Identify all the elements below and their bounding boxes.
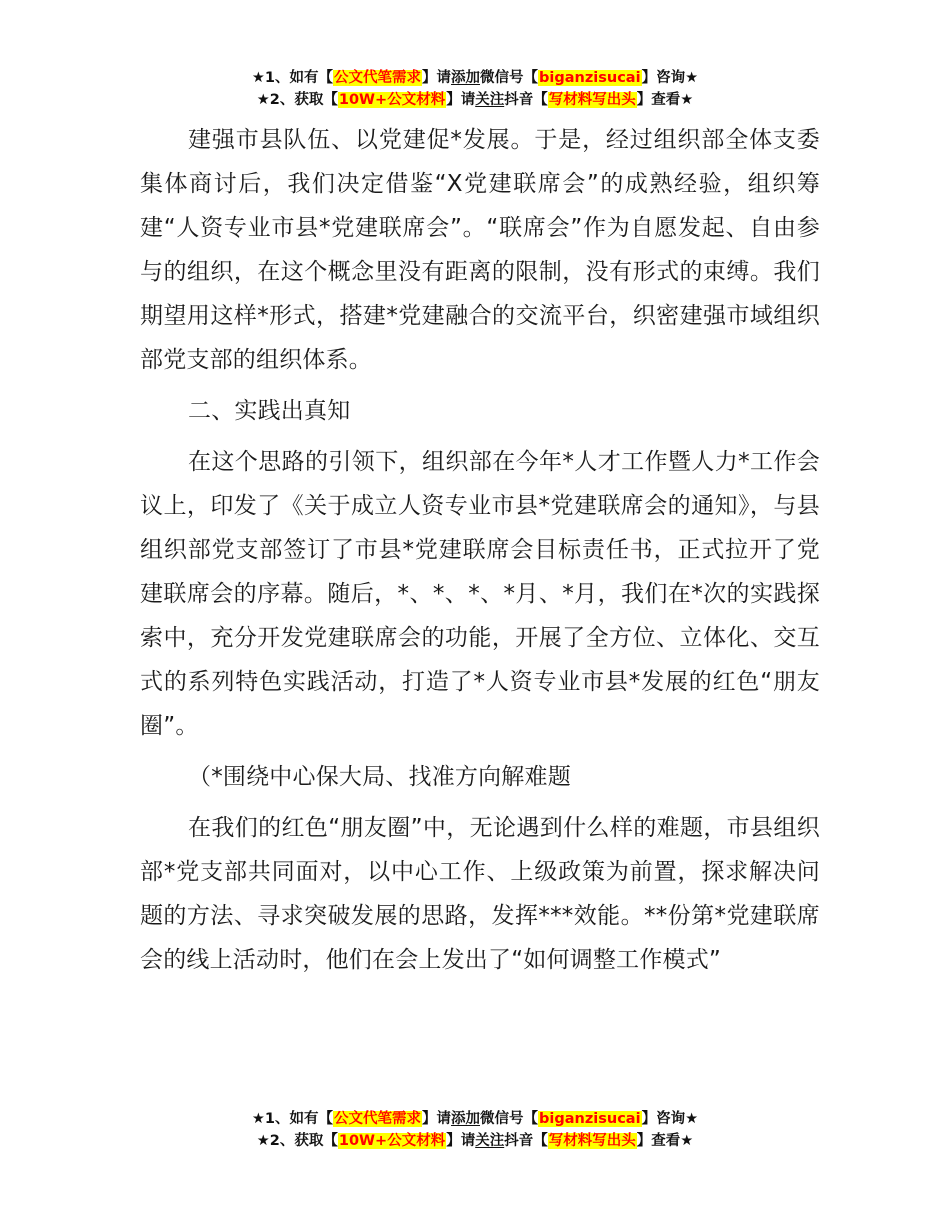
promo-text: ★2、获取【 (256, 1133, 338, 1149)
promo-text: ★1、如有【 (251, 70, 334, 86)
header-promo-banner (0, 67, 950, 111)
promo-text: 】咨询★ (641, 1111, 699, 1127)
paragraph: 在这个思路的引领下，组织部在今年*人才工作暨人力*工作会议上，印发了《关于成立人资专业市县*党建联席会的通知》，与县组织部党支部签订了市县*党建联席会目标责任书，正式拉开了党建联席会的序幕。随后，*、*、*、*月、*月，我们在*次的实践探索中，充分开发党建联席会的功能，开展了全方位、立体化、交互式的系列特色实践活动，打造了*人资专业市县*发展的红色“朋友圈”。 (140, 449, 820, 739)
wechat-id-highlight: biganzisucai (539, 70, 641, 86)
promo-text: 】请 (446, 92, 476, 108)
promo-text: 】查看★ (636, 1133, 694, 1149)
promo-text: ★2、获取【 (256, 92, 338, 108)
footer-promo-banner (0, 1108, 950, 1152)
document-body (140, 118, 820, 982)
wechat-id-highlight: biganzisucai (539, 1111, 641, 1127)
promo-text: 】请 (422, 70, 452, 86)
douyin-id-highlight: 写材料写出头 (548, 92, 636, 108)
underlined-text: 关注 (475, 92, 505, 108)
douyin-id-highlight: 写材料写出头 (548, 1133, 636, 1149)
promo-text: 】查看★ (636, 92, 694, 108)
promo-line-2 (0, 1130, 950, 1152)
promo-text: ★1、如有【 (251, 1111, 334, 1127)
underlined-text: 添加 (451, 1111, 481, 1127)
promo-text: 微信号【 (480, 70, 539, 86)
highlight-text: 10W+公文材料 (338, 1133, 446, 1149)
paragraph: 在我们的红色“朋友圈”中，无论遇到什么样的难题，市县组织部*党支部共同面对，以中心工作、上级政策为前置，探求解决问题的方法、寻求突破发展的思路，发挥***效能。**份第*党建联席会的线上活动时，他们在会上发出了“如何调整工作模式” (140, 815, 820, 973)
subsection-heading: （*围绕中心保大局、找准方向解难题 (188, 764, 571, 790)
promo-text: 】请 (446, 1133, 476, 1149)
promo-line-1 (0, 67, 950, 89)
promo-text: 】咨询★ (641, 70, 699, 86)
highlight-text: 10W+公文材料 (338, 92, 446, 108)
paragraph: 建强市县队伍、以党建促*发展。于是，经过组织部全体支委集体商讨后，我们决定借鉴“X党建联席会”的成熟经验，组织筹建“人资专业市县*党建联席会”。“联席会”作为自愿发起、自由参与的组织，在这个概念里没有距离的限制，没有形式的束缚。我们期望用这样*形式，搭建*党建融合的交流平台，织密建强市域组织部党支部的组织体系。 (140, 127, 820, 373)
promo-text: 】请 (422, 1111, 452, 1127)
promo-line-1 (0, 1108, 950, 1130)
underlined-text: 关注 (475, 1133, 505, 1149)
promo-line-2 (0, 89, 950, 111)
promo-text: 抖音【 (504, 92, 548, 108)
highlight-text: 公文代笔需求 (334, 1111, 422, 1127)
highlight-text: 公文代笔需求 (334, 70, 422, 86)
section-heading: 二、实践出真知 (188, 398, 351, 424)
underlined-text: 添加 (451, 70, 481, 86)
promo-text: 微信号【 (480, 1111, 539, 1127)
promo-text: 抖音【 (504, 1133, 548, 1149)
